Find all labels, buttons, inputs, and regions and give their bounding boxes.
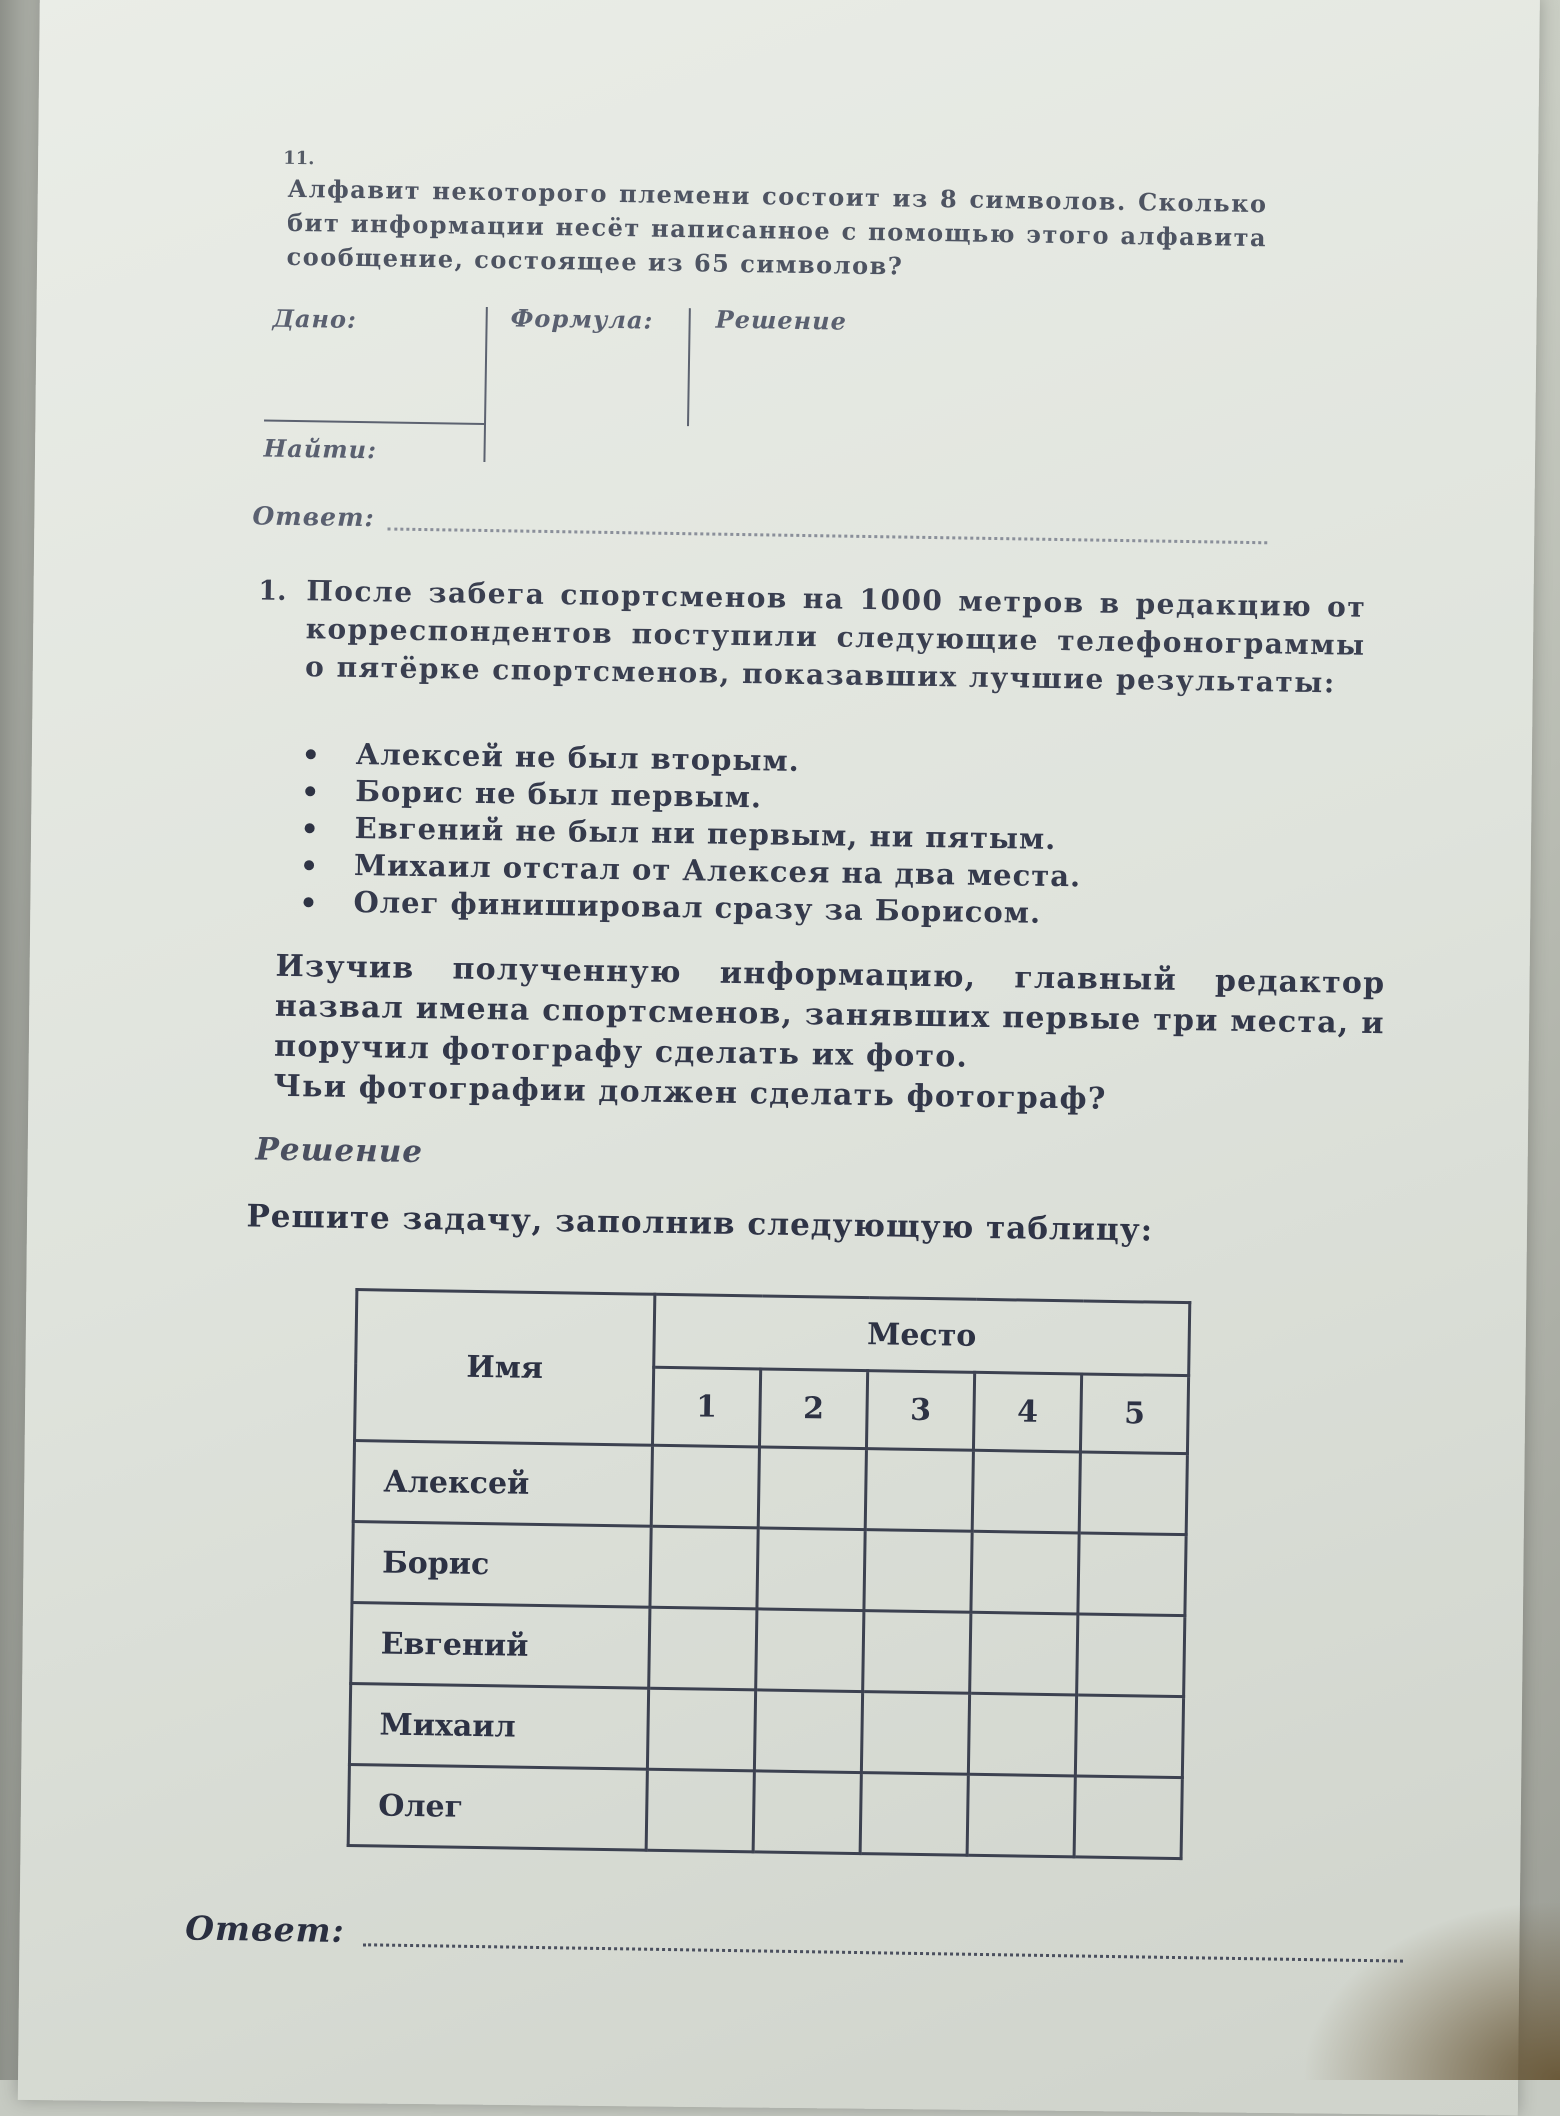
table-cell[interactable] bbox=[753, 1771, 861, 1854]
table-row bbox=[348, 1765, 1182, 1859]
row-name-evgenii: Евгений bbox=[351, 1603, 650, 1689]
task-1-question: Чьи фотографии должен сделать фотограф? bbox=[273, 1068, 1107, 1117]
divider-find bbox=[264, 420, 484, 425]
row-name-mikhail: Михаил bbox=[349, 1684, 648, 1770]
answer-line-11[interactable] bbox=[387, 527, 1267, 544]
statement-text: Алексей не был вторым. bbox=[355, 736, 801, 778]
table-cell[interactable] bbox=[646, 1769, 754, 1852]
table-row bbox=[351, 1603, 1185, 1697]
table-cell[interactable] bbox=[971, 1531, 1079, 1614]
row-name-oleg: Олег bbox=[348, 1765, 647, 1851]
statement-text: Борис не был первым. bbox=[354, 773, 763, 815]
place-header-2: 2 bbox=[759, 1369, 867, 1449]
table-row bbox=[349, 1684, 1183, 1778]
row-name-boris: Борис bbox=[352, 1522, 651, 1608]
table-cell[interactable] bbox=[968, 1693, 1076, 1776]
task-11-number: 11. bbox=[282, 147, 315, 170]
statement-text: Олег финишировал сразу за Борисом. bbox=[353, 884, 1042, 930]
table-cell[interactable] bbox=[967, 1774, 1075, 1857]
task-1-intro: После забега спортсменов на 1000 метров в редакцию от корреспондентов поступили следующие телефонограммы о пятёрке спортсменов, показавших лучшие результаты: bbox=[304, 574, 1367, 700]
task-1-number: 1. bbox=[258, 575, 287, 607]
divider-given bbox=[483, 307, 487, 462]
places-table bbox=[347, 1288, 1192, 1860]
table-cell[interactable] bbox=[863, 1611, 971, 1694]
bullet-icon bbox=[303, 897, 313, 907]
solution-heading: Решение bbox=[255, 1131, 424, 1171]
place-header-4: 4 bbox=[973, 1372, 1081, 1452]
table-cell[interactable] bbox=[865, 1449, 973, 1532]
bullet-icon bbox=[306, 749, 316, 759]
task-11-text: Алфавит некоторого племени состоит из 8 символов. Сколько бит информации несёт написанное с помощью этого алфавита сообщение, состоящее из 65 символов? bbox=[286, 173, 1268, 281]
bullet-icon bbox=[305, 786, 315, 796]
table-cell[interactable] bbox=[970, 1612, 1078, 1695]
table-cell[interactable] bbox=[649, 1607, 757, 1690]
answer-line[interactable] bbox=[363, 1943, 1403, 1962]
table-cell[interactable] bbox=[650, 1526, 758, 1609]
answer-label: Ответ: bbox=[185, 1908, 346, 1950]
table-cell[interactable] bbox=[757, 1528, 865, 1611]
bullet-icon bbox=[305, 823, 315, 833]
formula-label: Формула: bbox=[510, 303, 654, 335]
table-cell[interactable] bbox=[758, 1447, 866, 1530]
editor-paragraph: Изучив полученную информацию, главный редактор назвал имена спортсменов, занявших первые три места, и поручил фотографу сделать их фото. bbox=[273, 948, 1386, 1075]
table-row bbox=[353, 1441, 1187, 1535]
table-cell[interactable] bbox=[1075, 1695, 1183, 1778]
table-cell[interactable] bbox=[1078, 1533, 1186, 1616]
row-name-aleksei: Алексей bbox=[353, 1441, 652, 1527]
place-header-3: 3 bbox=[866, 1371, 974, 1451]
table-cell[interactable] bbox=[864, 1530, 972, 1613]
place-header-1: 1 bbox=[652, 1367, 760, 1447]
solution-label-11: Решение bbox=[715, 304, 848, 336]
table-cell[interactable] bbox=[651, 1445, 759, 1528]
table-cell[interactable] bbox=[860, 1773, 968, 1856]
statement-text: Михаил отстал от Алексея на два места. bbox=[353, 847, 1082, 894]
bullet-icon bbox=[304, 860, 314, 870]
table-instruction: Решите задачу, заполнив следующую таблицу: bbox=[246, 1198, 1154, 1249]
table-cell[interactable] bbox=[1079, 1452, 1187, 1535]
statement-text: Евгений не был ни первым, ни пятым. bbox=[354, 810, 1057, 857]
answer-label-11: Ответ: bbox=[252, 501, 375, 533]
table-cell[interactable] bbox=[647, 1688, 755, 1771]
table-cell[interactable] bbox=[972, 1450, 1080, 1533]
table-cell[interactable] bbox=[756, 1609, 864, 1692]
table-cell[interactable] bbox=[1074, 1776, 1182, 1859]
statement-list bbox=[291, 735, 1194, 934]
name-column-header: Имя bbox=[355, 1290, 655, 1446]
table-cell[interactable] bbox=[754, 1690, 862, 1773]
place-column-header: Место bbox=[654, 1294, 1190, 1375]
task-1-paragraph bbox=[273, 947, 1385, 1124]
table-cell[interactable] bbox=[1077, 1614, 1185, 1697]
given-label: Дано: bbox=[272, 303, 358, 334]
place-header-5: 5 bbox=[1080, 1374, 1188, 1454]
table-cell[interactable] bbox=[861, 1692, 969, 1775]
table-row bbox=[352, 1522, 1186, 1616]
find-label: Найти: bbox=[263, 433, 378, 465]
divider-formula bbox=[687, 308, 691, 426]
